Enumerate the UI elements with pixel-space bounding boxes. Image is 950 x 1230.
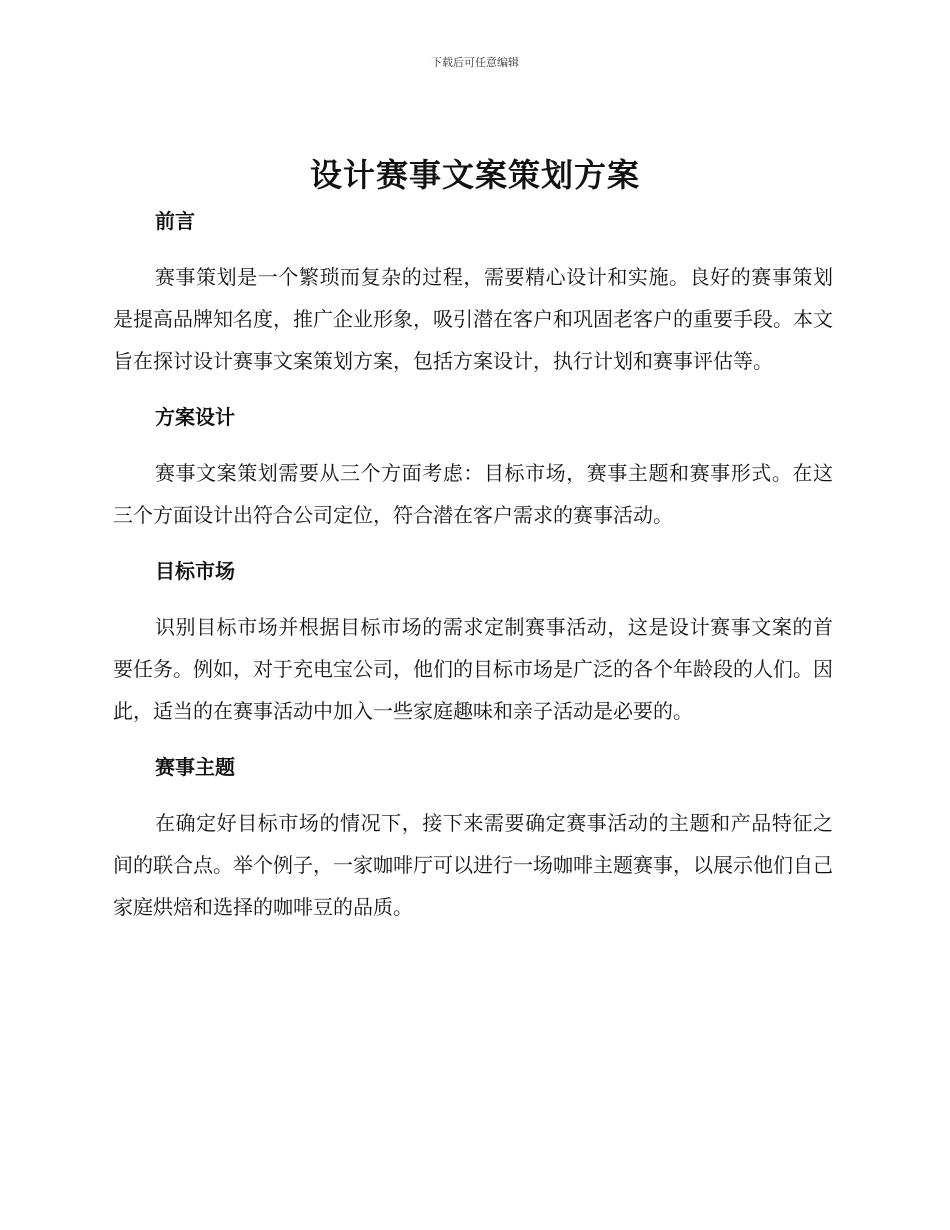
section-preface	[113, 204, 833, 400]
document-title: 设计赛事文案策划方案	[309, 156, 640, 194]
section-paragraph: 识别目标市场并根据目标市场的需求定制赛事活动，这是设计赛事文案的首要任务。例如，对于充电宝公司，他们的目标市场是广泛的各个年龄段的人们。因此，适当的在赛事活动中加入一些家庭趣味和亲子活动是必要的。	[113, 615, 833, 723]
header-note: 下载后可任意编辑	[431, 56, 519, 69]
section-event-theme	[113, 750, 833, 928]
section-heading: 方案设计	[155, 405, 235, 429]
section-paragraph: 赛事策划是一个繁琐而复杂的过程，需要精心设计和实施。良好的赛事策划是提高品牌知名度，推广企业形象，吸引潜在客户和巩固老客户的重要手段。本文旨在探讨设计赛事文案策划方案，包括方案设计，执行计划和赛事评估等。	[113, 265, 833, 373]
section-heading: 目标市场	[155, 559, 235, 583]
section-target-market	[113, 554, 833, 750]
section-paragraph: 在确定好目标市场的情况下，接下来需要确定赛事活动的主题和产品特征之间的联合点。举个例子，一家咖啡厅可以进行一场咖啡主题赛事，以展示他们自己家庭烘焙和选择的咖啡豆的品质。	[113, 811, 833, 919]
document-body	[113, 204, 833, 928]
section-heading: 前言	[155, 209, 195, 233]
section-heading: 赛事主题	[155, 755, 235, 779]
section-plan-design	[113, 400, 833, 554]
section-paragraph: 赛事文案策划需要从三个方面考虑：目标市场，赛事主题和赛事形式。在这三个方面设计出符合公司定位，符合潜在客户需求的赛事活动。	[113, 461, 833, 527]
